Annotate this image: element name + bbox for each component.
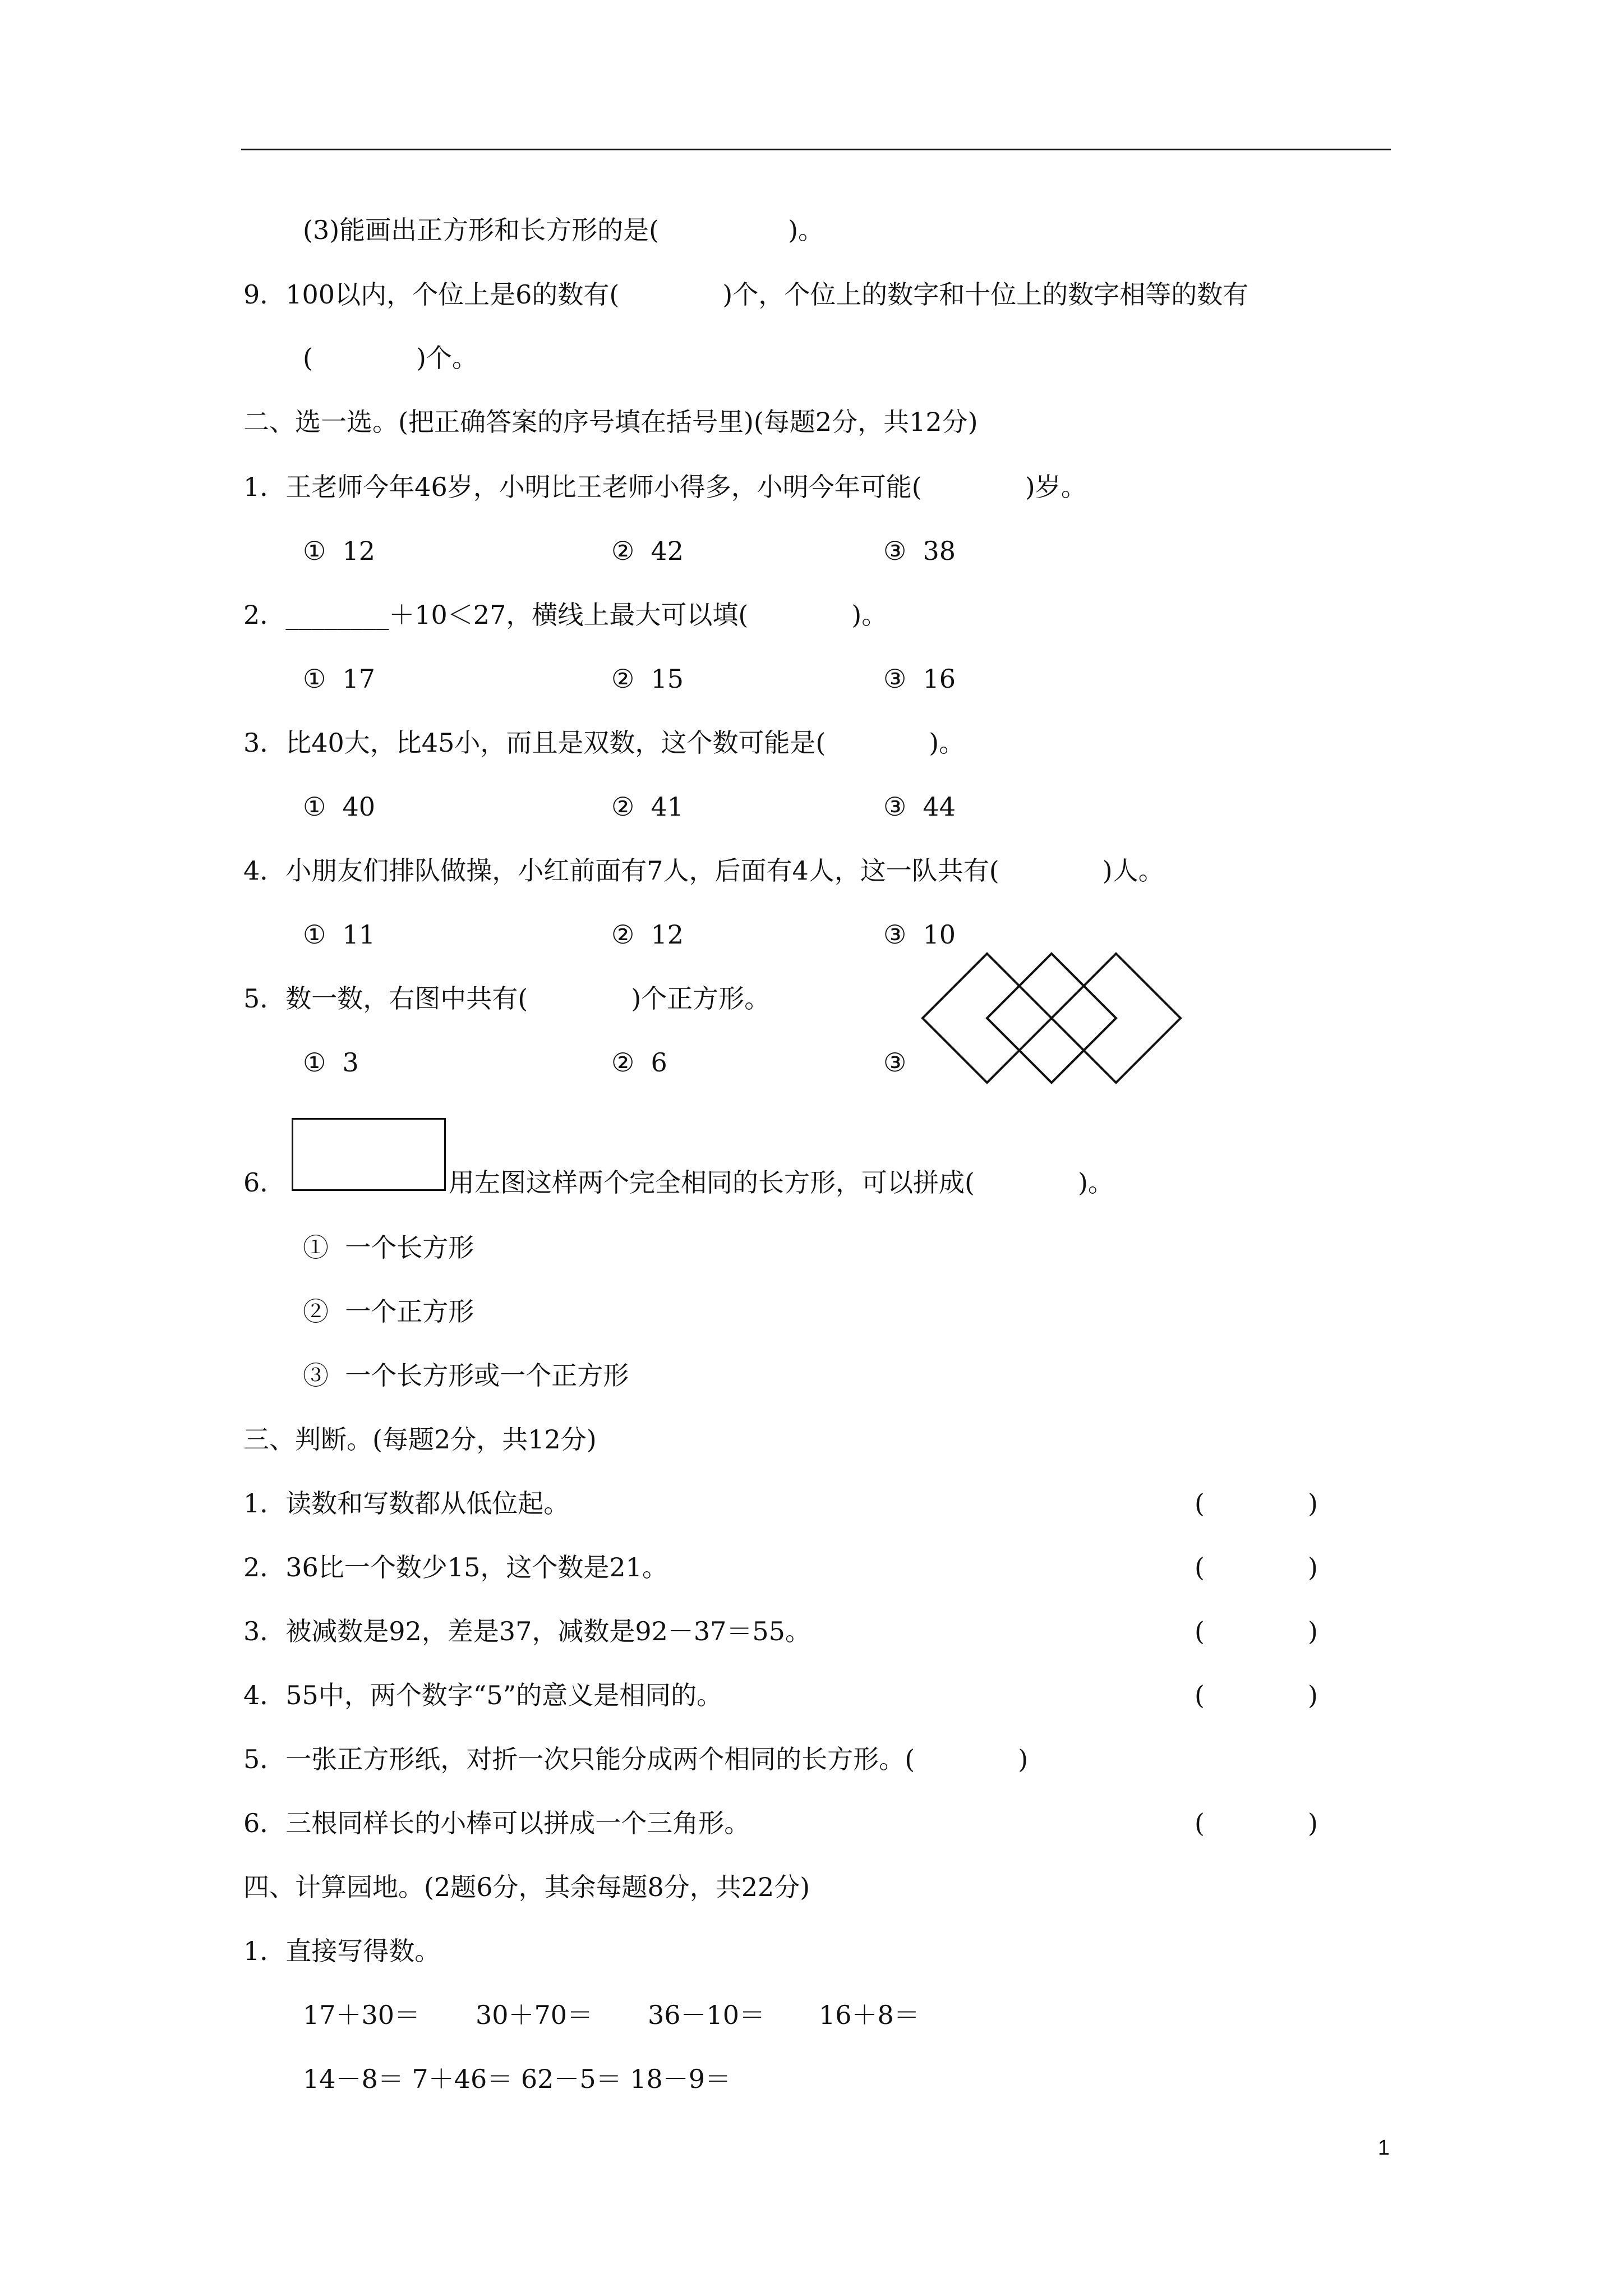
header-rule (241, 149, 1391, 150)
s2-q1-option-1: ① 12 (303, 536, 376, 566)
s2-q3-option-2: ② 41 (611, 792, 684, 822)
s3-q4-answer: ( ) (1195, 1680, 1318, 1710)
calc-row-2: 14－8＝ 7＋46＝ 62－5＝ 18－9＝ (303, 2064, 731, 2094)
s3-q6-answer: ( ) (1195, 1808, 1318, 1838)
q9-text-cont: ( )个。 (303, 343, 478, 373)
s2-q2-text: 2．________＋10＜27，横线上最大可以填( )。 (243, 600, 888, 630)
s3-q2-answer: ( ) (1195, 1552, 1318, 1582)
overlapping-squares-figure (920, 951, 1189, 1097)
section-4-heading: 四、计算园地。(2题6分，其余每题8分，共22分) (243, 1872, 810, 1902)
s2-q4-option-3: ③ 10 (883, 919, 956, 950)
s2-q1-option-2: ② 42 (611, 536, 684, 566)
s2-q5-text: 5．数一数，右图中共有( )个正方形。 (243, 983, 771, 1014)
s2-q2-option-1: ① 17 (303, 664, 376, 694)
s2-q4-option-1: ① 11 (303, 919, 376, 950)
s2-q6-option-2: ② 一个正方形 (303, 1296, 474, 1327)
s2-q3-option-1: ① 40 (303, 792, 376, 822)
s2-q1-text: 1．王老师今年46岁，小明比王老师小得多，小明今年可能( )岁。 (243, 472, 1087, 502)
calc-16-plus-8: 16＋8＝ (819, 2000, 920, 2030)
s2-q2-option-3: ③ 16 (883, 664, 956, 694)
s2-q3-text: 3．比40大，比45小，而且是双数，这个数可能是( )。 (243, 728, 965, 758)
s2-q6-option-3: ③ 一个长方形或一个正方形 (303, 1360, 629, 1391)
s2-q5-option-3: ③ (883, 1047, 907, 1078)
s3-q3-text: 3．被减数是92，差是37，减数是92－37＝55。 (243, 1616, 811, 1646)
s2-q1-option-3: ③ 38 (883, 536, 956, 566)
calc-30-plus-70: 30＋70＝ (476, 2000, 593, 2030)
s2-q5-option-2: ② 6 (611, 1047, 667, 1078)
s3-q2-text: 2．36比一个数少15，这个数是21。 (243, 1552, 668, 1582)
s3-q1-answer: ( ) (1195, 1488, 1318, 1519)
s4-q1-text: 1．直接写得数。 (243, 1936, 441, 1966)
s2-q4-option-2: ② 12 (611, 919, 684, 950)
section-3-heading: 三、判断。(每题2分，共12分) (243, 1424, 597, 1455)
s2-q6-option-1: ① 一个长方形 (303, 1232, 474, 1263)
q8-3-text: (3)能画出正方形和长方形的是( )。 (303, 215, 824, 245)
s2-q4-text: 4．小朋友们排队做操，小红前面有7人，后面有4人，这一队共有( )人。 (243, 855, 1164, 886)
s2-q6-number: 6． (243, 1167, 286, 1198)
section-2-heading: 二、选一选。(把正确答案的序号填在括号里)(每题2分，共12分) (243, 407, 978, 437)
s3-q5-text: 5．一张正方形纸，对折一次只能分成两个相同的长方形。( ) (243, 1744, 1029, 1774)
calc-36-minus-10: 36－10＝ (648, 2000, 766, 2030)
q9-text: 9．100以内，个位上是6的数有( )个，个位上的数字和十位上的数字相等的数有 (243, 279, 1249, 310)
s3-q1-text: 1．读数和写数都从低位起。 (243, 1488, 570, 1519)
s3-q3-answer: ( ) (1195, 1616, 1318, 1646)
s2-q2-option-2: ② 15 (611, 664, 684, 694)
s2-q6-text: 用左图这样两个完全相同的长方形，可以拼成( )。 (449, 1167, 1114, 1198)
s2-q3-option-3: ③ 44 (883, 792, 956, 822)
s3-q6-text: 6．三根同样长的小棒可以拼成一个三角形。 (243, 1808, 750, 1838)
s2-q5-option-1: ① 3 (303, 1047, 359, 1078)
s3-q4-text: 4．55中，两个数字“5”的意义是相同的。 (243, 1680, 723, 1710)
page-number: 1 (1377, 2136, 1390, 2160)
calc-17-plus-30: 17＋30＝ (303, 2000, 421, 2030)
rectangle-figure (292, 1118, 446, 1191)
